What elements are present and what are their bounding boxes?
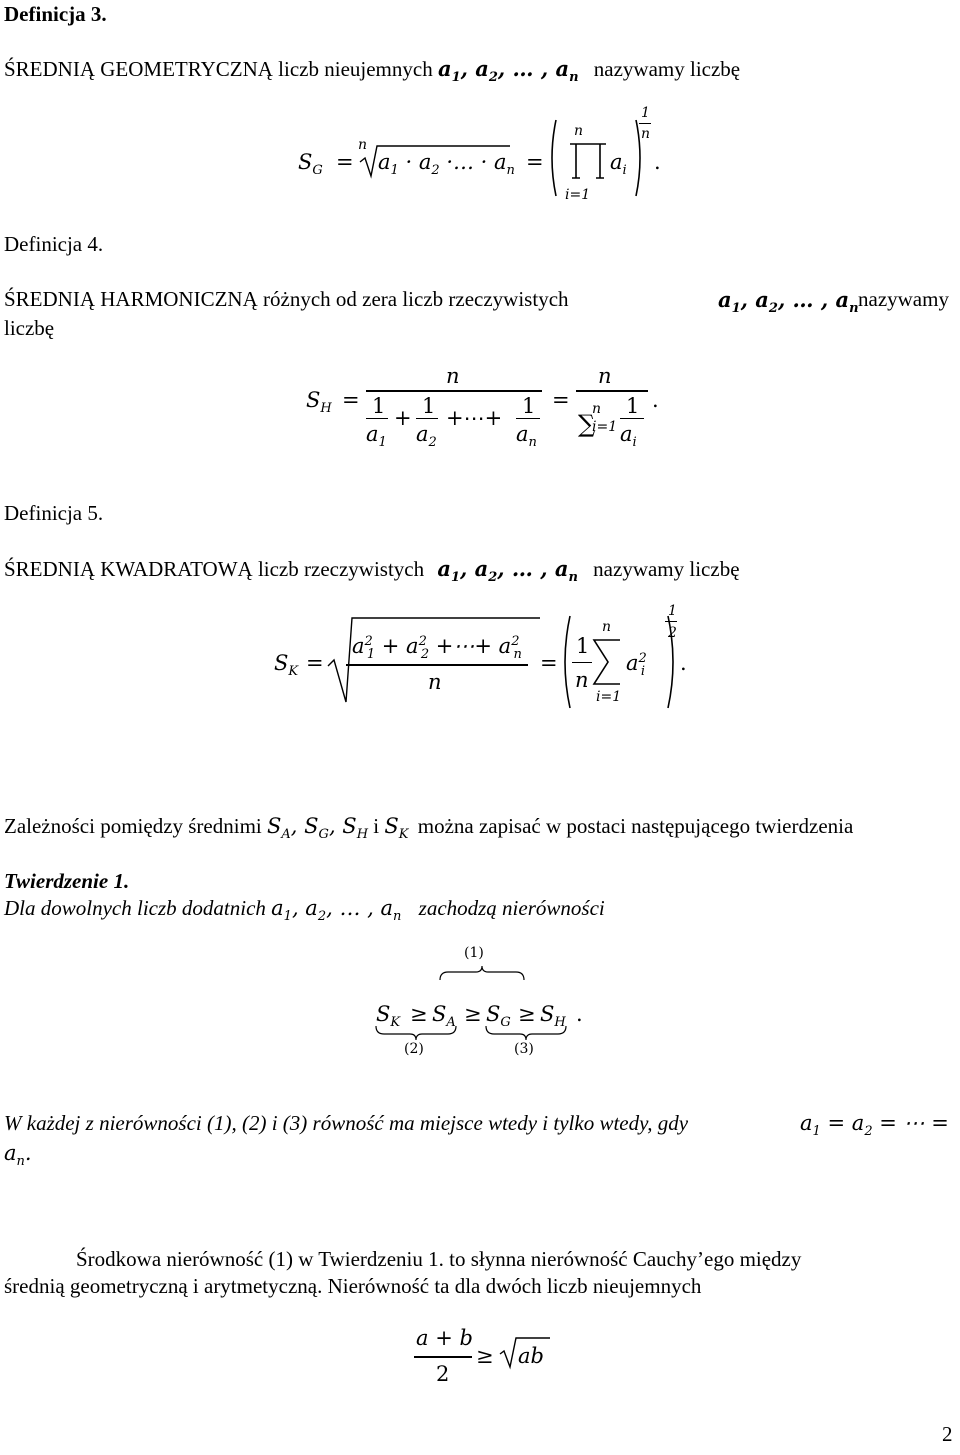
label-1: (1) <box>464 945 484 961</box>
cauchy-line2: średnią geometryczną i arytmetyczną. Nierówność ta dla dwóch liczb nieujemnych <box>4 1274 702 1298</box>
relations-line <box>4 814 854 843</box>
page-number: 2 <box>942 1422 953 1446</box>
relations-suffix: można zapisać w postaci następującego twierdzenia <box>417 814 854 838</box>
def5-heading: Definicja 5. <box>4 501 104 525</box>
means-list: $S_A$, $S_G$, $S_H$ <box>267 814 369 843</box>
def5-sequence: $a_1$, $a_2$, … , $a_n$ <box>437 556 578 586</box>
theorem-sequence: $a_1$, $a_2$, … , $a_n$ <box>271 896 402 925</box>
def3-heading: Definicja 3. <box>4 2 107 26</box>
equality-formula-end: $a_n$. <box>4 1141 32 1170</box>
def3-text-prefix: ŚREDNIĄ GEOMETRYCZNĄ liczb nieujemnych <box>4 57 433 81</box>
def5-text <box>4 556 740 586</box>
cauchy-line1: Środkowa nierówność (1) w Twierdzeniu 1. to słynna nierówność Cauchy’ego między <box>76 1247 802 1271</box>
label-2: (2) <box>404 1041 424 1057</box>
relations-middle: i <box>373 814 380 838</box>
def4-sequence: $a_1$, $a_2$, … , $a_n$ <box>718 287 859 317</box>
def5-text-prefix: ŚREDNIĄ KWADRATOWĄ liczb rzeczywistych <box>4 557 425 581</box>
label-3: (3) <box>514 1041 534 1057</box>
def5-text-suffix: nazywamy liczbę <box>593 557 740 581</box>
relations-prefix: Zależności pomiędzy średnimi <box>4 814 262 838</box>
underbrace-2 <box>374 1026 464 1042</box>
def3-text-suffix: nazywamy liczbę <box>593 57 741 81</box>
def4-text-prefix: ŚREDNIĄ HARMONICZNĄ różnych od zera liczb rzeczywistych <box>4 287 569 311</box>
equality-formula: $a_1 = a_2$ = ⋯ = <box>800 1111 949 1140</box>
def4-heading: Definicja 4. <box>4 232 104 256</box>
theorem-line-prefix: Dla dowolnych liczb dodatnich <box>4 896 266 920</box>
def3-sequence: $a_1$, $a_2$, … , $a_n$ <box>437 56 579 86</box>
theorem-heading: Twierdzenie 1. <box>4 869 130 893</box>
equality-line1: W każdej z nierówności (1), (2) i (3) równość ma miejsce wtedy i tylko wtedy, gdy <box>4 1111 689 1135</box>
mean-sk: $S_K$ <box>384 814 409 843</box>
def4-text-line2: liczbę <box>4 316 55 340</box>
def4-text-suffix: nazywamy <box>858 287 949 311</box>
def3-text <box>4 56 741 86</box>
underbrace-3 <box>484 1026 574 1042</box>
theorem-line <box>4 896 605 925</box>
theorem-line-suffix: zachodzą nierówności <box>418 896 605 920</box>
overbrace-1 <box>438 966 528 982</box>
